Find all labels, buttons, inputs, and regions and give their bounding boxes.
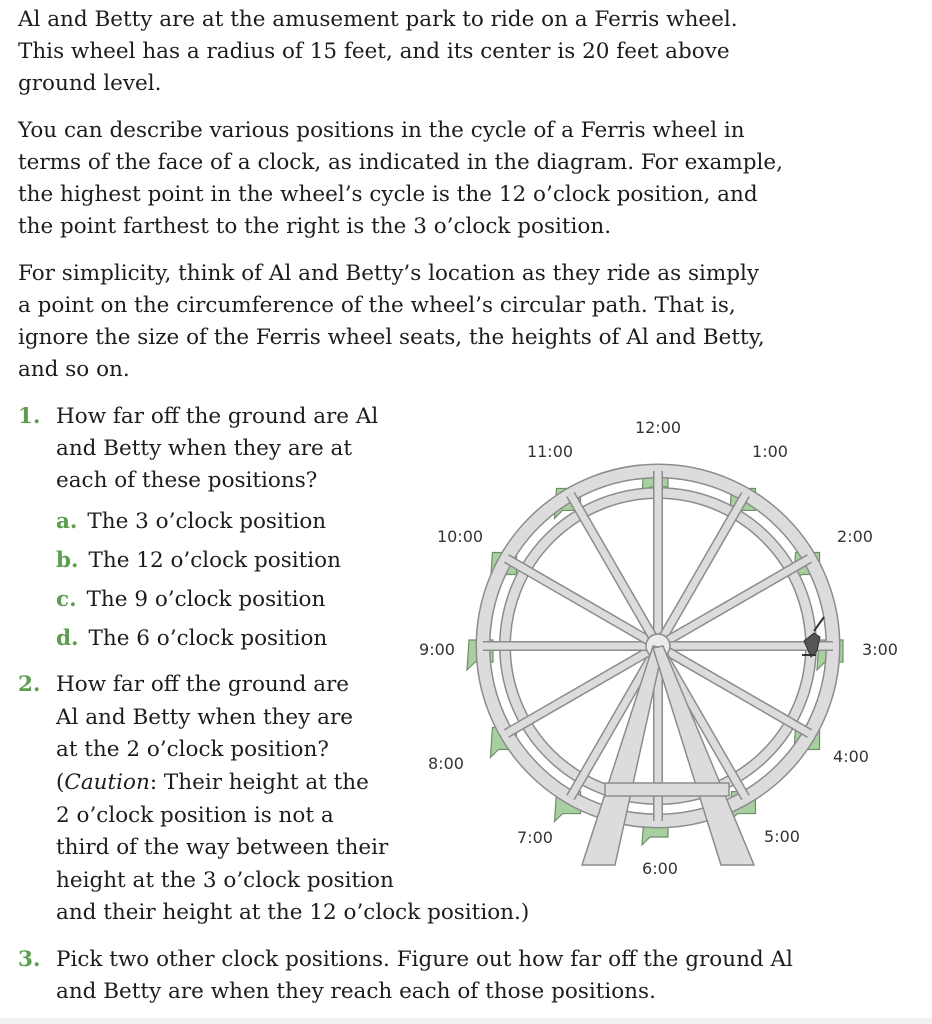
part-letter: d. [56, 626, 79, 651]
intro-paragraph-1: Al and Betty are at the amusement park to ride on a Ferris wheel. This wheel has a radius of 15 feet, and its center is 20 feet above ground level. [18, 7, 738, 96]
part-letter: a. [56, 509, 78, 534]
question-2-number: 2. [18, 672, 41, 697]
question-1-part-b [56, 545, 341, 577]
question-2-line: and their height at the 12 o’clock position.) [56, 900, 530, 925]
clock-label-3: 3:00 [862, 640, 898, 659]
question-1-number: 1. [18, 404, 41, 429]
clock-label-9: 9:00 [419, 640, 455, 659]
part-text: The 12 o’clock position [88, 548, 341, 573]
clock-label-12: 12:00 [634, 418, 682, 437]
question-2-caution-line [56, 767, 369, 799]
ferris-wheel-diagram [400, 405, 920, 905]
question-1-text: How far off the ground are Al and Betty when they are at each of these positions? [56, 404, 379, 493]
caution-rest: : Their height at the [149, 770, 369, 795]
question-2-line: at the 2 o’clock position? [56, 737, 329, 762]
part-letter: b. [56, 548, 79, 573]
clock-label-11: 11:00 [526, 442, 574, 461]
clock-label-2: 2:00 [837, 527, 873, 546]
question-2-line: third of the way between their [56, 835, 389, 860]
question-1-part-a [56, 506, 326, 538]
intro-paragraph-3: For simplicity, think of Al and Betty’s location as they ride as simply a point on the circumference of the wheel’s circular path. That is, ignore the size of the Ferris wheel seats, the heights of Al and Betty, and so on. [18, 261, 765, 382]
part-text: The 6 o’clock position [88, 626, 328, 651]
clock-label-10: 10:00 [436, 527, 484, 546]
question-1-part-c [56, 584, 325, 616]
question-2-line: Al and Betty when they are [56, 705, 353, 730]
part-text: The 9 o’clock position [86, 587, 326, 612]
question-2-line: 2 o’clock position is not a [56, 803, 334, 828]
part-text: The 3 o’clock position [87, 509, 327, 534]
question-3-number: 3. [18, 947, 41, 972]
question-2-line: height at the 3 o’clock position [56, 868, 394, 893]
question-1-part-d [56, 623, 327, 655]
clock-label-6: 6:00 [642, 859, 678, 878]
clock-label-4: 4:00 [833, 747, 869, 766]
support-crossbar [605, 783, 729, 796]
question-2-line: How far off the ground are [56, 672, 350, 697]
intro-paragraph-2: You can describe various positions in the cycle of a Ferris wheel in terms of the face of a clock, as indicated in the diagram. For example, the highest point in the wheel’s cycle is the 12 o’clock position, and the point farthest to the right is the 3 o’clock position. [18, 118, 783, 239]
clock-label-5: 5:00 [764, 827, 800, 846]
clock-label-8: 8:00 [428, 754, 464, 773]
page-bottom-strip [0, 1018, 932, 1024]
part-letter: c. [56, 587, 77, 612]
caution-word: Caution [64, 770, 150, 795]
paren: ( [56, 770, 65, 795]
question-3-text: Pick two other clock positions. Figure out how far off the ground Al and Betty are when they reach each of those positions. [56, 947, 793, 1004]
clock-label-7: 7:00 [517, 828, 553, 847]
clock-label-1: 1:00 [752, 442, 788, 461]
